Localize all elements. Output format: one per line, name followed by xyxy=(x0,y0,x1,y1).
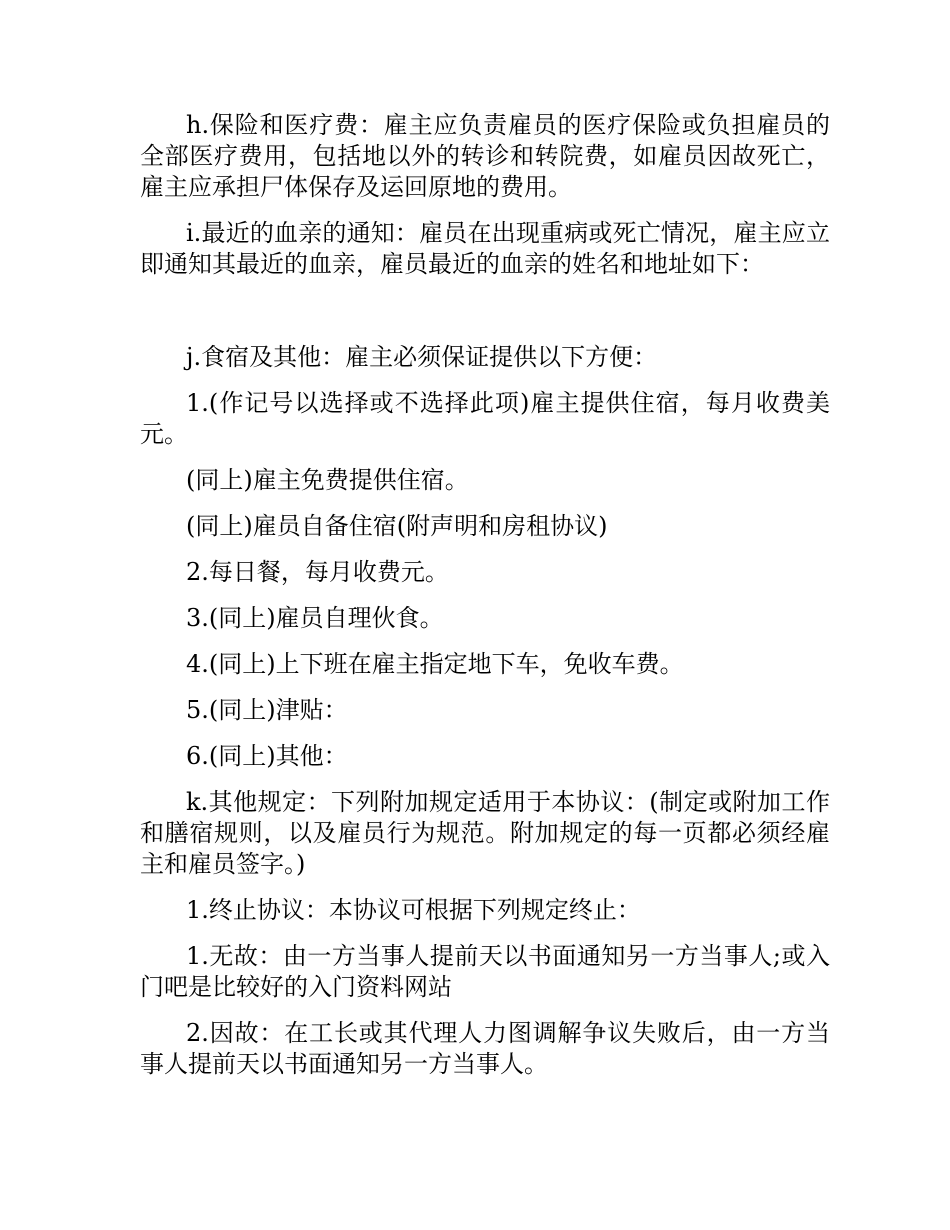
paragraph-item-free-lodging: (同上)雇主免费提供住宿。 xyxy=(186,466,469,494)
document-body xyxy=(140,110,830,1095)
paragraph-next-of-kin: i.最近的血亲的通知：雇员在出现重病或死亡情况，雇主应立即通知其最近的血亲，雇员最近的血亲的姓名和地址如下： xyxy=(140,219,830,278)
blank-space xyxy=(140,295,830,342)
paragraph-termination-without-cause: 1.无故：由一方当事人提前天以书面通知另一方当事人;或入门吧是比较好的入门资料网站 xyxy=(140,942,830,1001)
paragraph-item-other: 6.(同上)其他： xyxy=(186,742,348,770)
paragraph-item-meals: 2.每日餐，每月收费元。 xyxy=(186,558,449,586)
paragraph-insurance-medical: h.保险和医疗费：雇主应负责雇员的医疗保险或负担雇员的全部医疗费用，包括地以外的转诊和转院费，如雇员因故死亡，雇主应承担尸体保存及运回原地的费用。 xyxy=(140,111,830,201)
paragraph-termination: 1.终止协议：本协议可根据下列规定终止： xyxy=(186,896,641,924)
paragraph-item-allowance: 5.(同上)津贴： xyxy=(186,696,348,724)
paragraph-item-self-meals: 3.(同上)雇员自理伙食。 xyxy=(186,604,444,632)
paragraph-item-lodging-fee: 1.(作记号以选择或不选择此项)雇主提供住宿，每月收费美元。 xyxy=(140,389,830,448)
paragraph-other-provisions: k.其他规定：下列附加规定适用于本协议：(制定或附加工作和膳宿规则，以及雇员行为规范。附加规定的每一页都必须经雇主和雇员签字。) xyxy=(140,788,830,878)
paragraph-termination-with-cause: 2.因故：在工长或其代理人力图调解争议失败后，由一方当事人提前天以书面通知另一方当事人。 xyxy=(140,1019,830,1078)
paragraph-item-self-lodging: (同上)雇员自备住宿(附声明和房租协议) xyxy=(186,512,608,540)
paragraph-board-lodging: j.食宿及其他：雇主必须保证提供以下方便： xyxy=(186,343,658,371)
paragraph-item-transport: 4.(同上)上下班在雇主指定地下车，免收车费。 xyxy=(186,650,684,678)
